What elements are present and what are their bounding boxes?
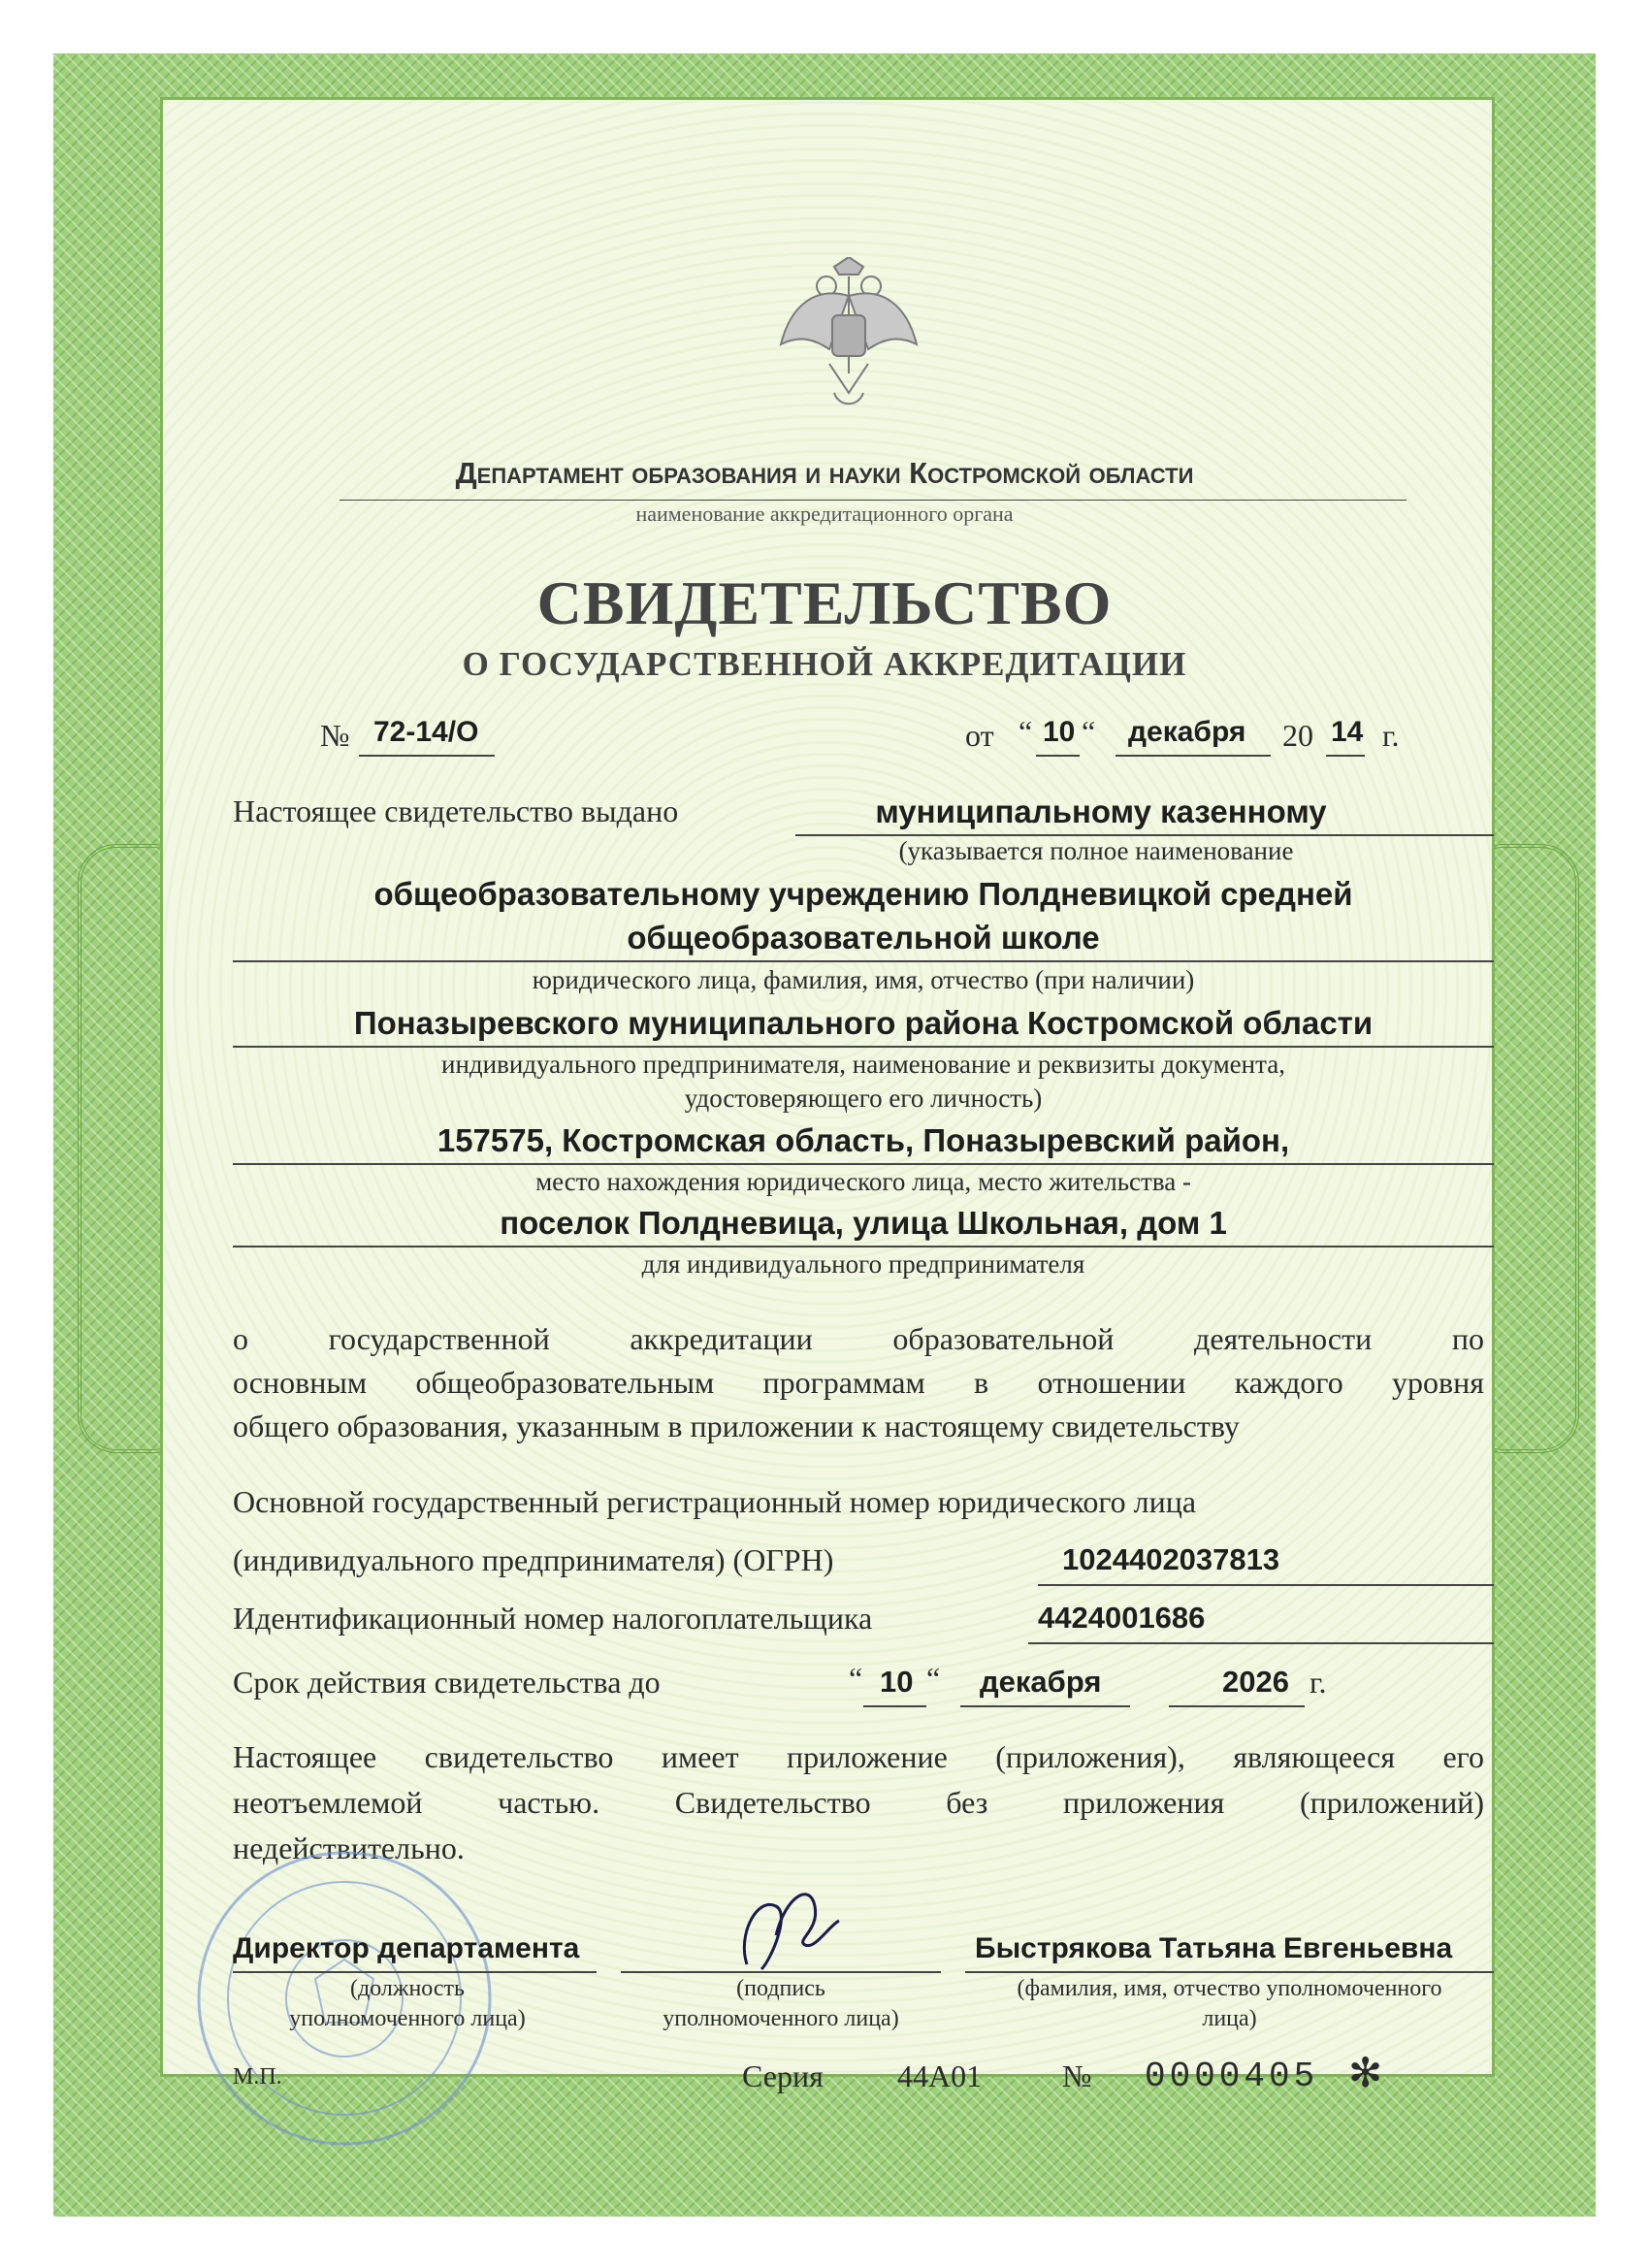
signatory-name: Быстрякова Татьяна Евгеньевна xyxy=(975,1932,1453,1964)
series-label: Серия xyxy=(742,2058,824,2093)
ogrn-label-2: (индивидуального предпринимателя) (ОГРН) xyxy=(233,1542,834,1577)
inn-value: 4424001686 xyxy=(1038,1601,1206,1635)
issued-line-6: поселок Полдневица, улица Школьная, дом 1 xyxy=(500,1205,1227,1241)
issued-line-2: общеобразовательному учреждению Полдневицкой средней xyxy=(373,876,1353,912)
document-title: СВИДЕТЕЛЬСТВО xyxy=(536,568,1113,637)
issued-caption-1: (указывается полное наименование xyxy=(898,836,1294,865)
issued-caption-5: для индивидуального предпринимателя xyxy=(641,1249,1085,1279)
validity-month: декабря xyxy=(980,1665,1102,1699)
signatory-position: Директор департамента xyxy=(233,1932,580,1964)
position-caption-1: (должность xyxy=(350,1976,465,2001)
authority-name: Департамент образования и науки Костромской области xyxy=(455,456,1194,490)
issued-caption-2: юридического лица, фамилия, имя, отчество (при наличии) xyxy=(532,965,1195,994)
validity-label: Срок действия свидетельства до xyxy=(233,1665,661,1700)
date-close-quote: “ xyxy=(1082,714,1096,749)
series-value: 44А01 xyxy=(897,2058,983,2093)
date-year-underline xyxy=(1326,755,1365,757)
issued-line-1: муниципальному казенному xyxy=(875,794,1327,829)
date-prefix: от xyxy=(965,718,994,753)
number-sign: № xyxy=(320,718,350,753)
issued-label: Настоящее свидетельство выдано xyxy=(233,794,679,828)
issued-underline-2 xyxy=(233,960,1494,962)
date-month: декабря xyxy=(1128,716,1246,748)
issued-caption-3a: индивидуального предпринимателя, наименование и реквизиты документа, xyxy=(441,1050,1285,1079)
validity-month-underline xyxy=(960,1705,1130,1707)
validity-open-quote: “ xyxy=(849,1661,863,1696)
appendix-line-3: недействительно. xyxy=(233,1831,465,1865)
appendix-line-1: Настоящее свидетельство имеет приложение (приложения), являющееся его xyxy=(233,1739,1484,1774)
handwritten-signature xyxy=(718,1877,854,1984)
document-subtitle: О ГОСУДАРСТВЕННОЙ АККРЕДИТАЦИИ xyxy=(462,645,1187,683)
issued-caption-3b: удостоверяющего его личность) xyxy=(684,1084,1043,1113)
date-year-prefix: 20 xyxy=(1282,718,1313,753)
name-caption-2: лица) xyxy=(1202,2006,1257,2031)
validity-day-underline xyxy=(863,1705,926,1707)
validity-day: 10 xyxy=(880,1665,914,1699)
date-day-underline xyxy=(1036,755,1080,757)
serial-number: 0000405 xyxy=(1145,2057,1319,2096)
serial-number-sign: № xyxy=(1062,2058,1092,2093)
position-caption-2: уполномоченного лица) xyxy=(289,2006,526,2031)
sign-underline xyxy=(621,1971,941,1973)
ogrn-underline xyxy=(1038,1584,1494,1586)
date-open-quote: “ xyxy=(1018,714,1033,749)
issued-line-5: 157575, Костромская область, Поназыревский район, xyxy=(436,1122,1290,1158)
issued-line-3: общеобразовательной школе xyxy=(627,920,1100,956)
sign-caption-1: (подпись xyxy=(736,1976,825,2001)
authority-underline xyxy=(340,500,1406,501)
double-headed-eagle-emblem xyxy=(776,257,922,417)
issued-underline-3 xyxy=(233,1046,1494,1048)
date-month-underline xyxy=(1116,755,1271,757)
issued-underline-5 xyxy=(233,1246,1494,1247)
purpose-line-1: о государственной аккредитации образовательной деятельности по xyxy=(233,1321,1484,1356)
sign-caption-2: уполномоченного лица) xyxy=(663,2006,899,2031)
issued-line-4: Поназыревского муниципального района Костромской области xyxy=(353,1005,1374,1041)
certificate-number: 72-14/О xyxy=(373,716,479,748)
name-caption-1: (фамилия, имя, отчество уполномоченного xyxy=(1017,1976,1442,2001)
number-underline xyxy=(359,755,495,757)
name-underline xyxy=(965,1971,1494,1973)
validity-year-underline xyxy=(1169,1705,1305,1707)
ogrn-value: 1024402037813 xyxy=(1062,1542,1280,1576)
date-day: 10 xyxy=(1043,716,1076,748)
ogrn-label-1: Основной государственный регистрационный номер юридического лица xyxy=(233,1484,1197,1519)
date-year-unit: г. xyxy=(1382,718,1400,753)
purpose-line-2: основным общеобразовательным программам в отношении каждого уровня xyxy=(233,1365,1484,1400)
position-underline xyxy=(233,1971,597,1973)
appendix-line-2: неотъемлемой частью. Свидетельство без приложения (приложений) xyxy=(233,1785,1484,1820)
issued-underline-4 xyxy=(233,1163,1494,1165)
star-icon: ✻ xyxy=(1348,2052,1383,2096)
validity-year: 2026 xyxy=(1222,1665,1289,1699)
issued-caption-4: место нахождения юридического лица, место жительства - xyxy=(535,1167,1191,1196)
inn-label: Идентификационный номер налогоплательщика xyxy=(233,1601,873,1636)
inn-underline xyxy=(1028,1642,1494,1644)
purpose-line-3: общего образования, указанным в приложении к настоящему свидетельству xyxy=(233,1409,1240,1443)
seal-place-label: М.П. xyxy=(233,2064,282,2090)
date-year-suffix: 14 xyxy=(1331,716,1364,748)
authority-caption: наименование аккредитационного органа xyxy=(635,502,1014,526)
validity-close-quote: “ xyxy=(926,1661,941,1696)
validity-unit: г. xyxy=(1310,1665,1327,1700)
